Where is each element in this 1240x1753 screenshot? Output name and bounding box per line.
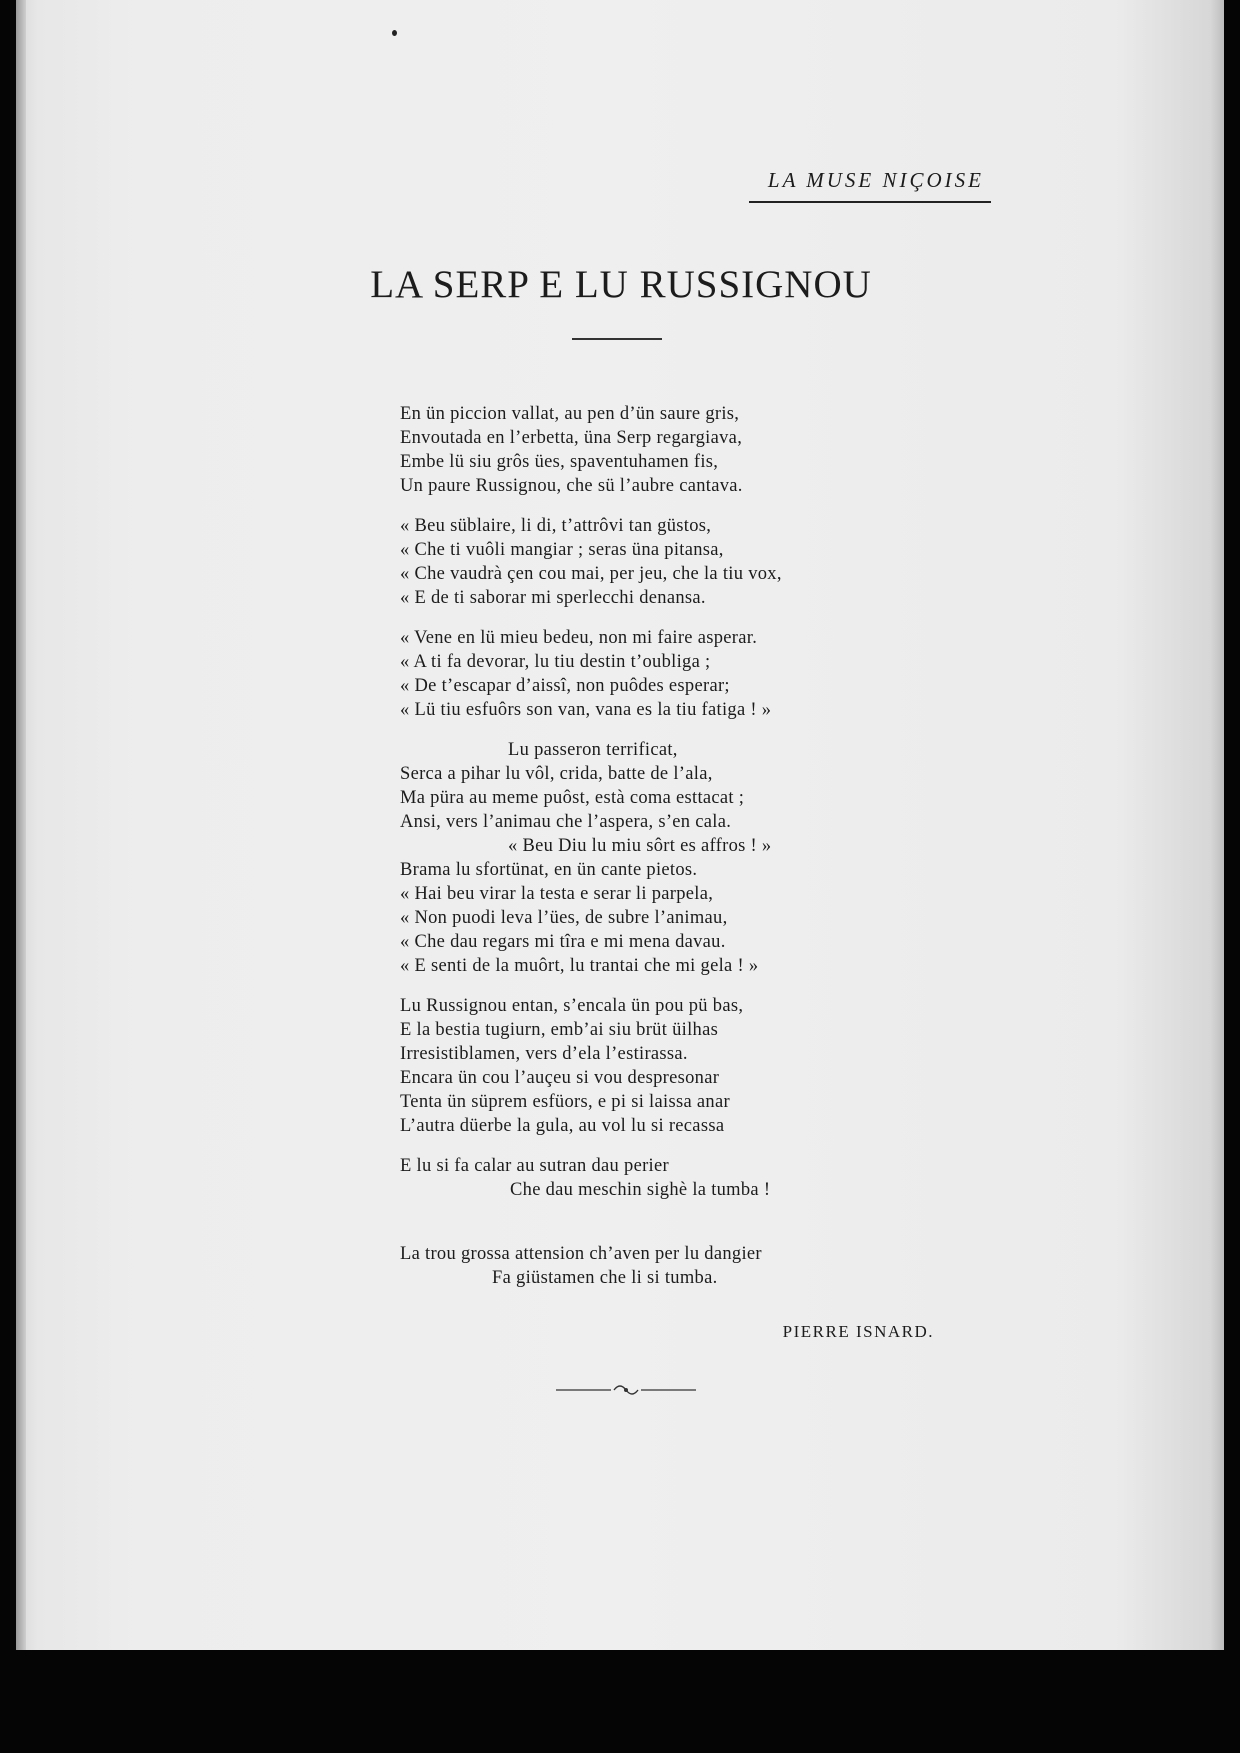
verse-line: Ma püra au meme puôst, està coma esttacat ; <box>400 788 745 808</box>
stanza-moral <box>400 1242 960 1290</box>
verse-line: « A ti fa devorar, lu tiu destin t’oubliga ; <box>400 652 711 672</box>
verse-line: « Non puodi leva l’ües, de subre l’animau, <box>400 908 728 928</box>
verse-line: « De t’escapar d’aissî, non puôdes esperar; <box>400 676 730 696</box>
verse-line: Serca a pihar lu vôl, crida, batte de l’ala, <box>400 764 713 784</box>
verse-line: « Che vaudrà çen cou mai, per jeu, che la tiu vox, <box>400 564 782 584</box>
verse-line: Lu passeron terrificat, <box>508 740 678 760</box>
verse-line: E lu si fa calar au sutran dau perier <box>400 1156 669 1176</box>
running-header: LA MUSE NIÇOISE <box>767 168 984 192</box>
verse-line: Lu Russignou entan, s’encala ün pou pü bas, <box>400 996 744 1016</box>
verse-line: « Hai beu virar la testa e serar li parpela, <box>400 884 714 904</box>
stanza-2 <box>400 514 960 610</box>
verse-line: Encara ün cou l’auçeu si vou despresonar <box>400 1068 720 1088</box>
verse-line: Brama lu sfortünat, en ün cante pietos. <box>400 860 698 880</box>
verse-line: « E de ti saborar mi sperlecchi denansa. <box>400 588 706 608</box>
verse-line: « Che dau regars mi tîra e mi mena davau. <box>400 932 726 952</box>
closing-ornament-icon <box>556 1380 696 1400</box>
stanza-3 <box>400 626 960 722</box>
stanza-6 <box>400 1154 960 1202</box>
ink-speck <box>392 30 397 36</box>
verse-line: Envoutada en l’erbetta, üna Serp regargiava, <box>400 428 743 448</box>
poem-body <box>400 402 960 1306</box>
stanza-1 <box>400 402 960 498</box>
verse-line: Ansi, vers l’animau che l’aspera, s’en cala. <box>400 812 732 832</box>
verse-line: « Beu süblaire, li di, t’attrôvi tan güstos, <box>400 516 712 536</box>
poem-title-text: LA SERP E LU RUSSIGNOU <box>370 263 872 306</box>
verse-line: Irresistiblamen, vers d’ela l’estirassa. <box>400 1044 688 1064</box>
stanza-5 <box>400 994 960 1138</box>
verse-line: Che dau meschin sighè la tumba ! <box>510 1180 771 1200</box>
verse-line: Un paure Russignou, che sü l’aubre cantava. <box>400 476 743 496</box>
verse-line: Tenta ün süprem esfüors, e pi si laissa anar <box>400 1092 730 1112</box>
book-page <box>16 0 1224 1650</box>
verse-line: L’autra düerbe la gula, au vol lu si recassa <box>400 1116 725 1136</box>
poem-title <box>16 262 1224 307</box>
verse-line: « Lü tiu esfuôrs son van, vana es la tiu fatiga ! » <box>400 700 772 720</box>
verse-line: E la bestia tugiurn, emb’ai siu brüt üilhas <box>400 1020 719 1040</box>
verse-line: La trou grossa attension ch’aven per lu dangier <box>400 1244 762 1264</box>
verse-line: Embe lü siu grôs ües, spaventuhamen fis, <box>400 452 719 472</box>
page-right-fold <box>1210 0 1224 1650</box>
verse-line: En ün piccion vallat, au pen d’ün saure gris, <box>400 404 740 424</box>
stanza-4 <box>400 738 960 978</box>
verse-line: « Beu Diu lu miu sôrt es affros ! » <box>508 836 772 856</box>
author-signature: PIERRE ISNARD. <box>782 1322 934 1341</box>
verse-line: « Vene en lü mieu bedeu, non mi faire asperar. <box>400 628 758 648</box>
verse-line: « Che ti vuôli mangiar ; seras üna pitansa, <box>400 540 724 560</box>
header-rule <box>749 201 991 203</box>
page-binding-edge <box>16 0 26 1650</box>
verse-line: « E senti de la muôrt, lu trantai che mi gela ! » <box>400 956 759 976</box>
verse-line: Fa giüstamen che li si tumba. <box>492 1268 718 1288</box>
title-rule <box>572 338 662 340</box>
